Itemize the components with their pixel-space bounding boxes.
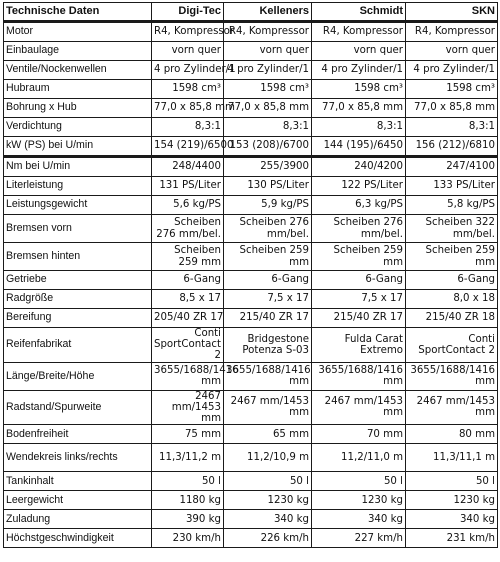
cell-value: 6-Gang: [224, 271, 312, 290]
table-row: [4, 529, 498, 548]
table-row: [4, 472, 498, 491]
cell-value: 1598 cm³: [152, 80, 224, 99]
cell-value: Scheiben 322 mm/bel.: [406, 215, 498, 243]
cell-value: Scheiben 276 mm/bel.: [312, 215, 406, 243]
table-row: [4, 243, 498, 271]
cell-value: 122 PS/Liter: [312, 177, 406, 196]
cell-value: 215/40 ZR 17: [312, 309, 406, 328]
cell-value: R4, Kompressor: [152, 22, 224, 42]
row-label: Reifenfabrikat: [4, 328, 152, 363]
cell-value: 130 PS/Liter: [224, 177, 312, 196]
cell-value: vorn quer: [224, 42, 312, 61]
cell-value: 2467 mm/1453 mm: [312, 390, 406, 425]
cell-value: 50 l: [152, 472, 224, 491]
row-label: Leistungsgewicht: [4, 196, 152, 215]
table-row: [4, 215, 498, 243]
cell-value: Scheiben 259 mm: [312, 243, 406, 271]
cell-value: 227 km/h: [312, 529, 406, 548]
cell-value: 154 (219)/6500: [152, 137, 224, 157]
table-row: [4, 137, 498, 157]
cell-value: 77,0 x 85,8 mm: [406, 99, 498, 118]
table-row: [4, 42, 498, 61]
cell-value: 8,3:1: [406, 118, 498, 137]
cell-value: 255/3900: [224, 157, 312, 177]
cell-value: Fulda Carat Extremo: [312, 328, 406, 363]
table-body: [4, 22, 498, 548]
cell-value: 1230 kg: [406, 491, 498, 510]
cell-value: Scheiben 259 mm: [224, 243, 312, 271]
cell-value: 1180 kg: [152, 491, 224, 510]
cell-value: 6-Gang: [152, 271, 224, 290]
cell-value: 5,9 kg/PS: [224, 196, 312, 215]
cell-value: 4 pro Zylinder/1: [406, 61, 498, 80]
cell-value: 11,2/10,9 m: [224, 444, 312, 472]
header-column-schmidt: Schmidt: [312, 3, 406, 22]
cell-value: Scheiben 259 mm: [406, 243, 498, 271]
cell-value: 77,0 x 85,8 mm: [152, 99, 224, 118]
cell-value: 50 l: [224, 472, 312, 491]
cell-value: 8,3:1: [312, 118, 406, 137]
table-row: [4, 290, 498, 309]
cell-value: 8,5 x 17: [152, 290, 224, 309]
row-label: Höchstgeschwindigkeit: [4, 529, 152, 548]
cell-value: 6-Gang: [312, 271, 406, 290]
cell-value: 11,2/11,0 m: [312, 444, 406, 472]
cell-value: 8,3:1: [224, 118, 312, 137]
cell-value: 248/4400: [152, 157, 224, 177]
cell-value: 11,3/11,2 m: [152, 444, 224, 472]
cell-value: R4, Kompressor: [312, 22, 406, 42]
table-row: [4, 177, 498, 196]
row-label: Bremsen hinten: [4, 243, 152, 271]
cell-value: 205/40 ZR 17: [152, 309, 224, 328]
row-label: Radstand/Spurweite: [4, 390, 152, 425]
cell-value: 3655/1688/1416 mm: [224, 362, 312, 390]
table-header-row: [4, 3, 498, 22]
cell-value: 77,0 x 85,8 mm: [312, 99, 406, 118]
cell-value: 5,8 kg/PS: [406, 196, 498, 215]
cell-value: 340 kg: [406, 510, 498, 529]
cell-value: 156 (212)/6810: [406, 137, 498, 157]
row-label: Verdichtung: [4, 118, 152, 137]
cell-value: 77,0 x 85,8 mm: [224, 99, 312, 118]
cell-value: 70 mm: [312, 425, 406, 444]
cell-value: 226 km/h: [224, 529, 312, 548]
table-row: [4, 22, 498, 42]
cell-value: 6,3 kg/PS: [312, 196, 406, 215]
header-column-kelleners: Kelleners: [224, 3, 312, 22]
cell-value: 340 kg: [312, 510, 406, 529]
cell-value: 131 PS/Liter: [152, 177, 224, 196]
cell-value: 1230 kg: [312, 491, 406, 510]
cell-value: 8,0 x 18: [406, 290, 498, 309]
table-row: [4, 425, 498, 444]
cell-value: 247/4100: [406, 157, 498, 177]
cell-value: 3655/1688/1416 mm: [312, 362, 406, 390]
cell-value: Conti SportContact 2: [406, 328, 498, 363]
cell-value: 3655/1688/1416 mm: [152, 362, 224, 390]
cell-value: 215/40 ZR 17: [224, 309, 312, 328]
row-label: Bereifung: [4, 309, 152, 328]
row-label: Bodenfreiheit: [4, 425, 152, 444]
cell-value: 50 l: [312, 472, 406, 491]
cell-value: 11,3/11,1 m: [406, 444, 498, 472]
cell-value: 4 pro Zylinder/1: [224, 61, 312, 80]
cell-value: 1598 cm³: [312, 80, 406, 99]
cell-value: 230 km/h: [152, 529, 224, 548]
cell-value: 6-Gang: [406, 271, 498, 290]
cell-value: 153 (208)/6700: [224, 137, 312, 157]
cell-value: vorn quer: [312, 42, 406, 61]
row-label: Literleistung: [4, 177, 152, 196]
row-label: kW (PS) bei U/min: [4, 137, 152, 157]
row-label: Länge/Breite/Höhe: [4, 362, 152, 390]
table-row: [4, 99, 498, 118]
row-label: Bohrung x Hub: [4, 99, 152, 118]
cell-value: 133 PS/Liter: [406, 177, 498, 196]
cell-value: 340 kg: [224, 510, 312, 529]
cell-value: 231 km/h: [406, 529, 498, 548]
table-row: [4, 510, 498, 529]
table-row: [4, 271, 498, 290]
row-label: Motor: [4, 22, 152, 42]
cell-value: Scheiben 276 mm/bel.: [152, 215, 224, 243]
table-row: [4, 309, 498, 328]
table-row: [4, 80, 498, 99]
cell-value: 8,3:1: [152, 118, 224, 137]
cell-value: 5,6 kg/PS: [152, 196, 224, 215]
row-label: Einbaulage: [4, 42, 152, 61]
cell-value: 2467 mm/1453 mm: [152, 390, 224, 425]
cell-value: R4, Kompressor: [224, 22, 312, 42]
row-label: Nm bei U/min: [4, 157, 152, 177]
spec-table: [3, 2, 498, 548]
cell-value: 2467 mm/1453 mm: [224, 390, 312, 425]
cell-value: 50 l: [406, 472, 498, 491]
cell-value: 7,5 x 17: [224, 290, 312, 309]
cell-value: 1598 cm³: [224, 80, 312, 99]
header-label: Technische Daten: [4, 3, 152, 22]
cell-value: 7,5 x 17: [312, 290, 406, 309]
cell-value: 1598 cm³: [406, 80, 498, 99]
cell-value: 144 (195)/6450: [312, 137, 406, 157]
header-column-skn: SKN: [406, 3, 498, 22]
table-row: [4, 390, 498, 425]
cell-value: 3655/1688/1416 mm: [406, 362, 498, 390]
row-label: Ventile/Nockenwellen: [4, 61, 152, 80]
cell-value: 1230 kg: [224, 491, 312, 510]
table-row: [4, 196, 498, 215]
table-row: [4, 444, 498, 472]
cell-value: 80 mm: [406, 425, 498, 444]
row-label: Bremsen vorn: [4, 215, 152, 243]
cell-value: 240/4200: [312, 157, 406, 177]
cell-value: 65 mm: [224, 425, 312, 444]
cell-value: 75 mm: [152, 425, 224, 444]
cell-value: 2467 mm/1453 mm: [406, 390, 498, 425]
cell-value: Conti SportContact 2: [152, 328, 224, 363]
row-label: Tankinhalt: [4, 472, 152, 491]
table-row: [4, 157, 498, 177]
cell-value: Scheiben 259 mm: [152, 243, 224, 271]
row-label: Getriebe: [4, 271, 152, 290]
header-column-digi-tec: Digi-Tec: [152, 3, 224, 22]
cell-value: 4 pro Zylinder/1: [152, 61, 224, 80]
row-label: Wendekreis links/rechts: [4, 444, 152, 472]
table-row: [4, 328, 498, 363]
table-row: [4, 118, 498, 137]
cell-value: 215/40 ZR 18: [406, 309, 498, 328]
cell-value: vorn quer: [152, 42, 224, 61]
row-label: Hubraum: [4, 80, 152, 99]
cell-value: 390 kg: [152, 510, 224, 529]
cell-value: R4, Kompressor: [406, 22, 498, 42]
cell-value: Bridgestone Potenza S-03: [224, 328, 312, 363]
cell-value: Scheiben 276 mm/bel.: [224, 215, 312, 243]
table-row: [4, 61, 498, 80]
table-row: [4, 491, 498, 510]
row-label: Zuladung: [4, 510, 152, 529]
spec-sheet: [3, 2, 497, 548]
row-label: Radgröße: [4, 290, 152, 309]
table-row: [4, 362, 498, 390]
row-label: Leergewicht: [4, 491, 152, 510]
cell-value: 4 pro Zylinder/1: [312, 61, 406, 80]
cell-value: vorn quer: [406, 42, 498, 61]
